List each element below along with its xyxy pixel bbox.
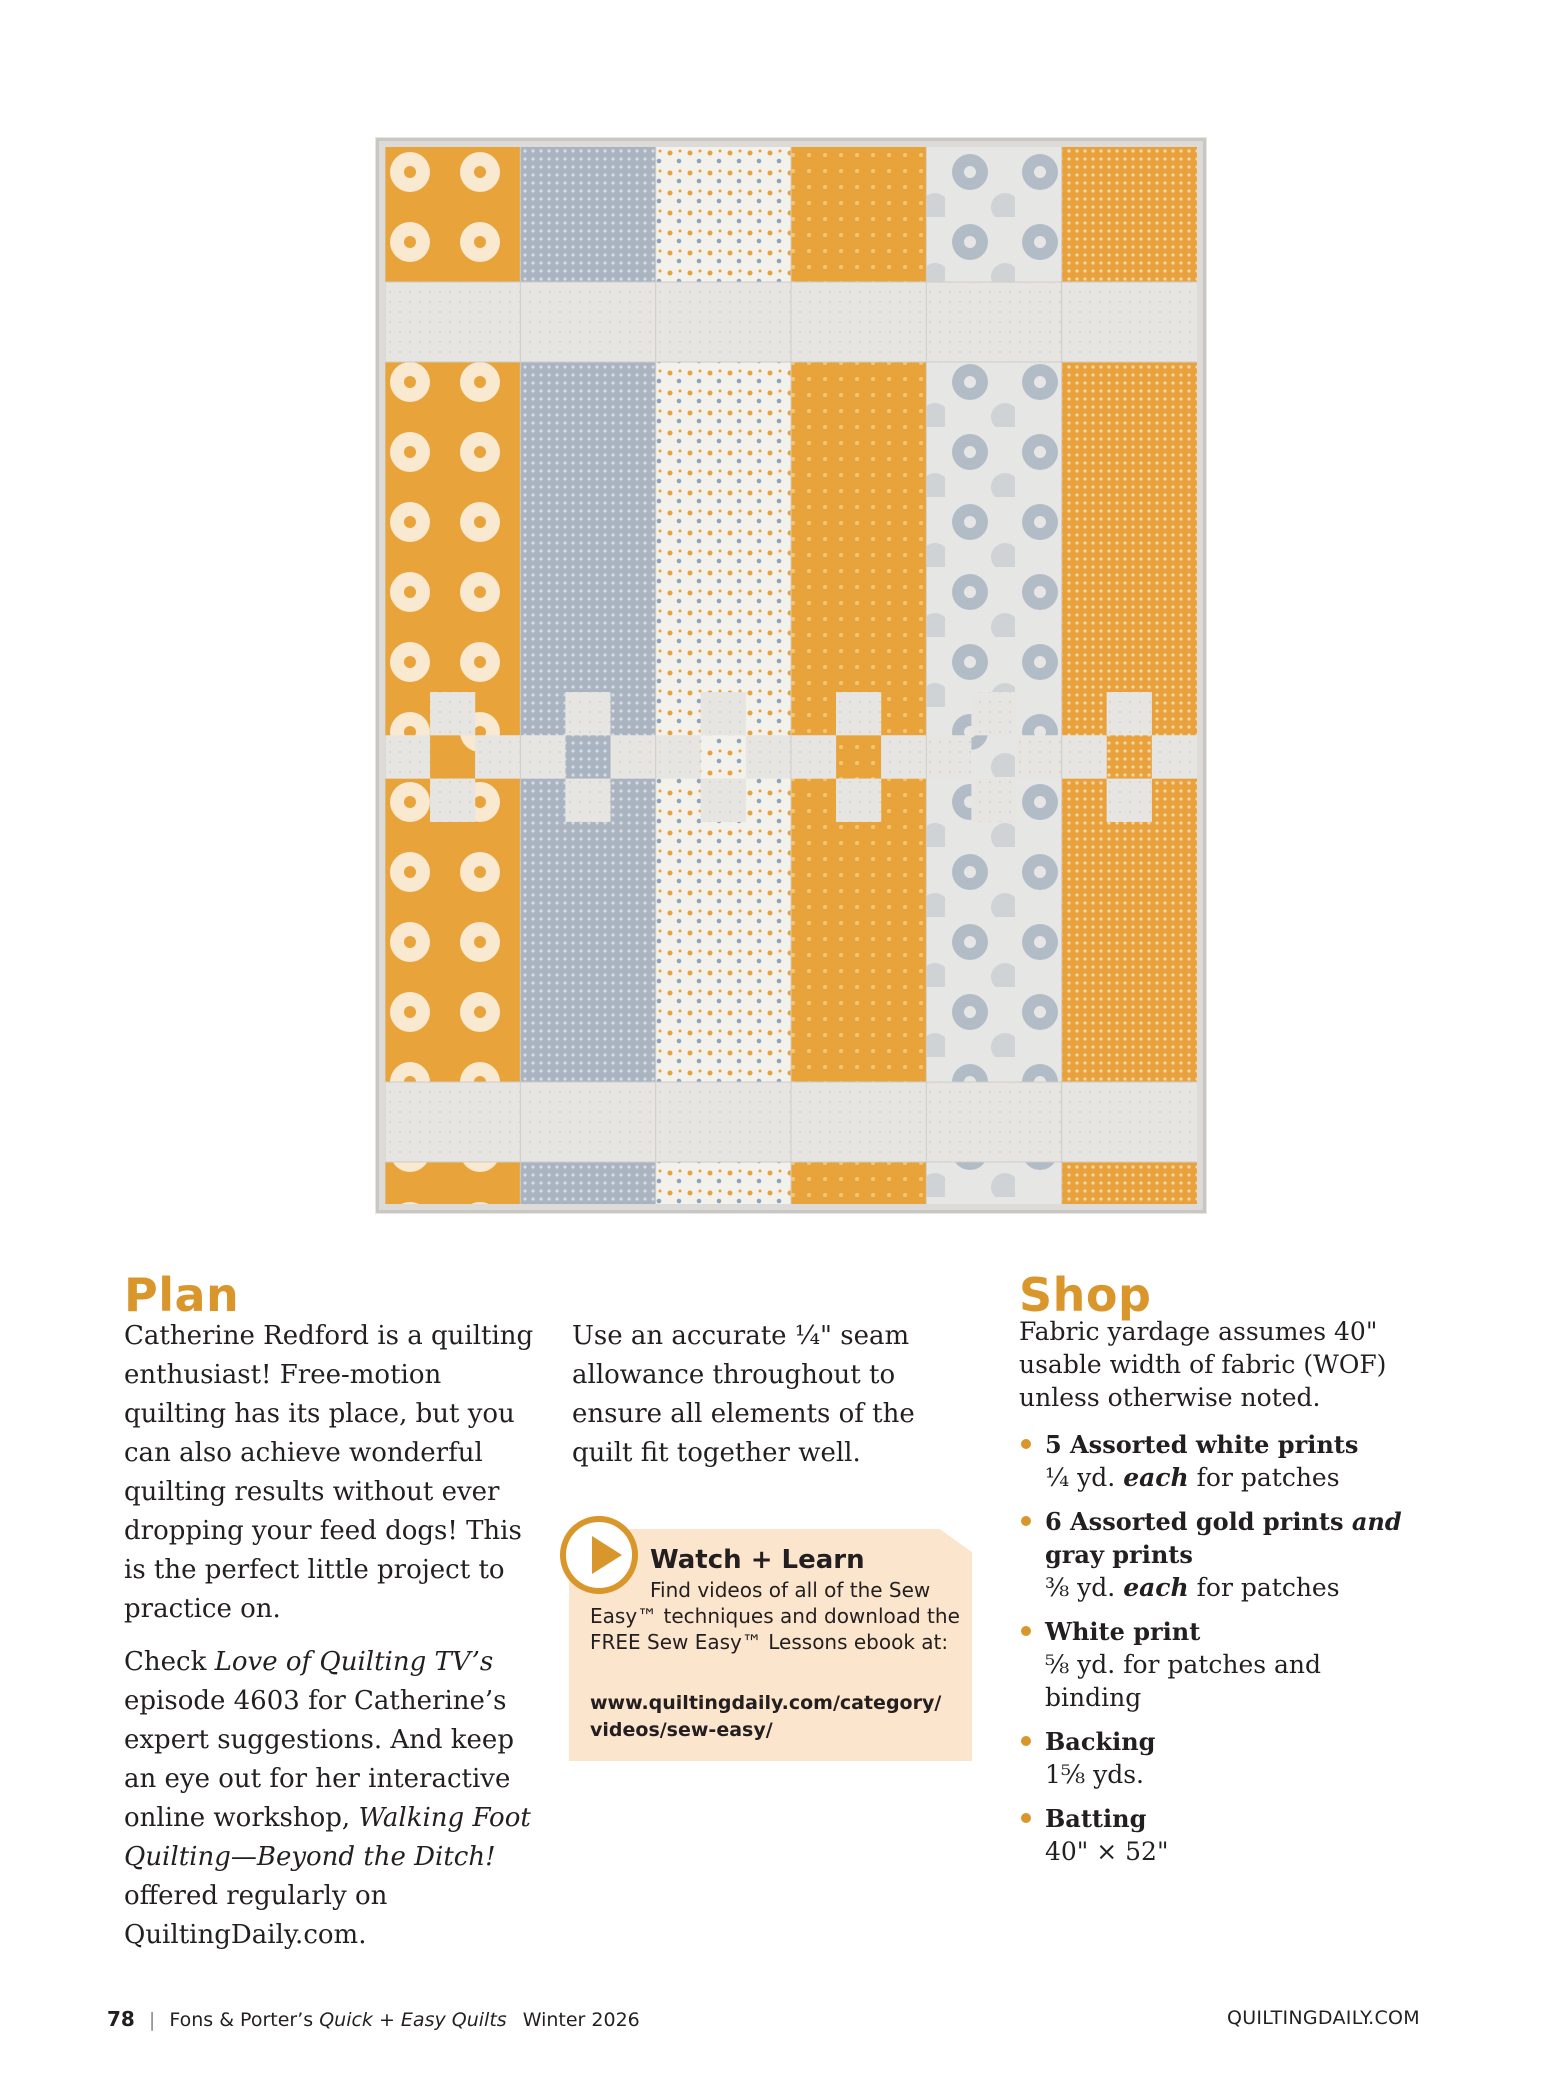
quilt-strip-bottom [520,1162,655,1204]
nine-patch-cell [1152,692,1197,735]
bullet-icon [1021,1626,1031,1636]
quilt-strip-middle [656,362,791,692]
play-triangle-icon [592,1536,622,1574]
nine-patch-cell [836,692,881,735]
shop-item-title: Backing [1045,1727,1156,1756]
nine-patch-cell [701,779,746,822]
shop-item-title: Batting [1045,1804,1147,1833]
shop-item-detail: 40" × 52" [1045,1837,1169,1866]
nine-patch-cell [926,692,971,735]
nine-patch-cell [656,779,701,822]
nine-patch-cell [475,779,520,822]
nine-patch-cell [475,735,520,778]
quilt-strip-middle [385,362,520,692]
nine-patch-cell [520,692,565,735]
watch-learn-text: Find videos of all of the Sew Easy™ techniques and download the FREE Sew Easy™ Lessons ebook at: [590,1578,960,1654]
nine-patch-cell [1062,779,1107,822]
nine-patch-cell [565,692,610,735]
nine-patch-cell [656,692,701,735]
nine-patch-cell [611,692,656,735]
quilt-strip-lower [520,822,655,1082]
nine-patch-cell [430,779,475,822]
nine-patch-cell [1062,735,1107,778]
quilt-strip-top [656,147,791,282]
nine-patch-cell [1152,735,1197,778]
shop-item-detail: 1⅝ yds. [1045,1760,1144,1789]
nine-patch-cell [1152,779,1197,822]
nine-patch-cell [656,735,701,778]
watch-learn-link[interactable] [590,1690,970,1744]
shop-item-detail: ¼ yd. each for patches [1045,1463,1340,1492]
quilt-strip-middle [791,362,926,692]
nine-patch-cell [836,735,881,778]
nine-patch-cell [1107,779,1152,822]
page-number: 78 [107,2007,135,2031]
nine-patch-cell [385,779,430,822]
shop-list [1019,1428,1419,1879]
watch-learn-title: Watch + Learn [650,1545,865,1575]
shop-item-title: 5 Assorted white prints [1045,1430,1359,1459]
nine-patch-cell [791,735,836,778]
quilt-strip-bottom [656,1162,791,1204]
quilt-strip-lower [926,822,1061,1082]
nine-patch-cell [1107,735,1152,778]
publication-prefix: Fons & Porter’s [169,2009,320,2031]
quilt-strip-lower [385,822,520,1082]
shop-item [1019,1615,1419,1714]
nine-patch-cell [430,692,475,735]
nine-patch-cell [430,735,475,778]
shop-item [1019,1802,1419,1868]
url-line-1: www.quiltingdaily.com/category/ [590,1692,942,1714]
nine-patch-cell [881,779,926,822]
nine-patch-cell [746,779,791,822]
nine-patch-cell [565,779,610,822]
quilt-strip-bottom [791,1162,926,1204]
plan-paragraph-3: Use an accurate ¼" seam allowance throughout to ensure all elements of the quilt fit together well. [572,1321,915,1468]
footer-separator: | [148,2009,156,2031]
bullet-icon [1021,1736,1031,1746]
quilt-illustration [385,147,1197,1204]
quilt-strip-top [926,147,1061,282]
nine-patch-cell [791,779,836,822]
nine-patch-cell [971,692,1016,735]
nine-patch-cell [971,735,1016,778]
footer-left [107,2007,640,2031]
plan-heading: Plan [124,1268,240,1322]
nine-patch-cell [701,692,746,735]
shop-item-title: White print [1045,1617,1201,1646]
shop-intro: Fabric yardage assumes 40" usable width of fabric (WOF) unless otherwise noted. [1019,1317,1387,1412]
plan-column-2 [572,1317,977,1487]
nine-patch-cell [701,735,746,778]
shop-item-detail: ⅝ yd. for patches and binding [1045,1650,1322,1712]
nine-patch-cell [926,735,971,778]
url-line-2: videos/sew-easy/ [590,1719,773,1741]
quilt-strip-middle [520,362,655,692]
nine-patch-cell [611,779,656,822]
workshop-title: Walking Foot Quilting—Beyond the Ditch! [124,1803,531,1872]
shop-item [1019,1428,1419,1494]
bullet-icon [1021,1516,1031,1526]
bullet-icon [1021,1813,1031,1823]
publication-title: Quick + Easy Quilts [319,2009,507,2031]
nine-patch-cell [746,692,791,735]
quilt-strip-lower [1062,822,1197,1082]
shop-item-title: 6 Assorted gold prints and gray prints [1045,1507,1402,1569]
quilt-strip-middle [926,362,1061,692]
nine-patch-cell [1017,692,1062,735]
nine-patch-cell [791,692,836,735]
quilt-strip-top [385,147,520,282]
bullet-icon [1021,1439,1031,1449]
quilt-strip-lower [791,822,926,1082]
nine-patch-cell [565,735,610,778]
nine-patch-cell [1062,692,1107,735]
quilt-strip-top [791,147,926,282]
nine-patch-cell [836,779,881,822]
quilt-photo [376,138,1206,1213]
shop-item [1019,1725,1419,1791]
nine-patch-cell [385,692,430,735]
shop-item-detail: ⅜ yd. each for patches [1045,1573,1340,1602]
quilt-strip-lower [656,822,791,1082]
issue-date: Winter 2026 [522,2009,640,2031]
nine-patch-cell [611,735,656,778]
quilt-strip-top [520,147,655,282]
nine-patch-cell [1107,692,1152,735]
quilt-strip-bottom [926,1162,1061,1204]
nine-patch-cell [926,779,971,822]
nine-patch-cell [475,692,520,735]
nine-patch-cell [881,735,926,778]
quilt-strip-top [1062,147,1197,282]
shop-item [1019,1505,1419,1604]
nine-patch-cell [520,779,565,822]
quilt-strip-bottom [385,1162,520,1204]
quilt-strip-bottom [1062,1162,1197,1204]
plan-column-1 [124,1317,534,1969]
nine-patch-cell [385,735,430,778]
shop-heading: Shop [1019,1268,1152,1322]
nine-patch-cell [881,692,926,735]
nine-patch-cell [1017,779,1062,822]
nine-patch-cell [1017,735,1062,778]
nine-patch-cell [971,779,1016,822]
plan-paragraph-1: Catherine Redford is a quilting enthusiast! Free-motion quilting has its place, but you can also achieve wonderful quilting results without ever dropping your feed dogs! This is the perfect little project to practice on. [124,1321,534,1624]
nine-patch-cell [746,735,791,778]
nine-patch-cell [520,735,565,778]
tv-show-title: Love of Quilting TV’s [214,1647,494,1677]
quilt-strip-middle [1062,362,1197,692]
plan-paragraph-2: Check Love of Quilting TV’s episode 4603 for Catherine’s expert suggestions. And keep an eye out for her interactive online workshop, Walking Foot Quilting—Beyond the Ditch! offered regularly on QuiltingDaily.com. [124,1647,531,1950]
footer-site: QUILTINGDAILY.COM [1226,2007,1420,2029]
